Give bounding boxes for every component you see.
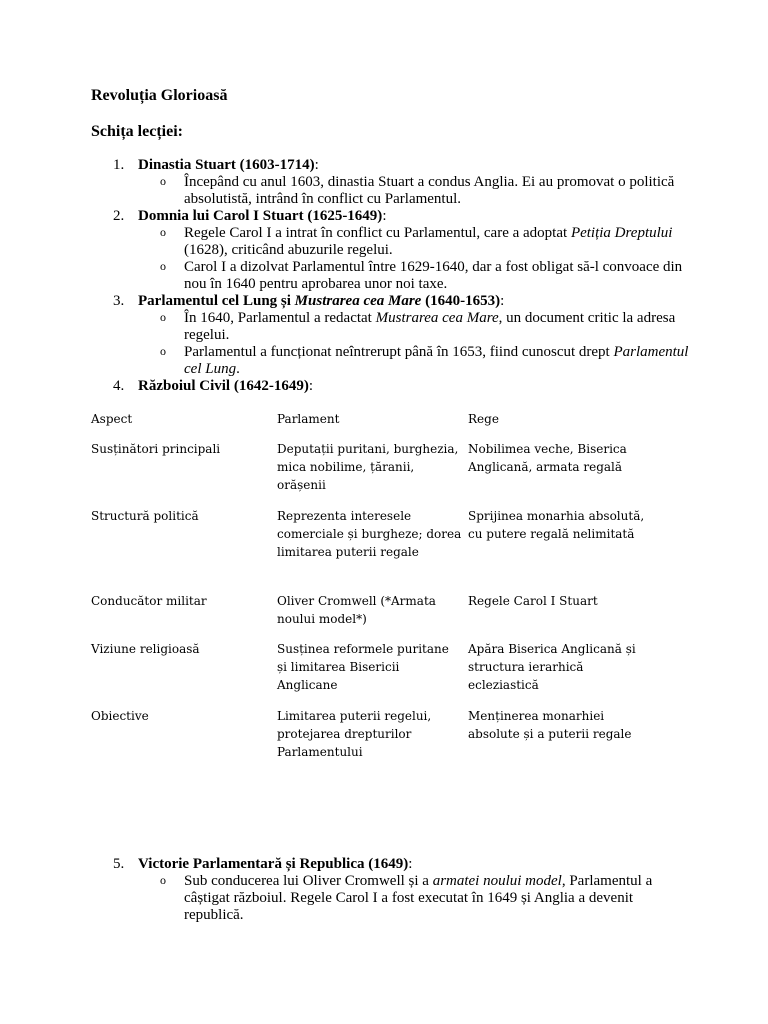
table-cell-parlament: Reprezenta interesele comerciale și burgheze; dorea limitarea puterii regale [277, 509, 462, 559]
outline-heading: Victorie Parlamentară și Republica (1649) [138, 856, 409, 872]
bullet-icon: o [160, 310, 166, 324]
lesson-outline [91, 157, 691, 395]
comparison-table [91, 410, 651, 767]
outline-bullet: o Regele Carol I a intrat în conflict cu Parlamentul, care a adoptat Petiția Dreptului (1628), criticând abuzurile regelui. [160, 225, 673, 258]
table-cell-aspect: Conducător militar [91, 594, 207, 608]
table-cell-rege: Nobilimea veche, Biserica Anglicană, armata regală [468, 442, 627, 474]
table-cell-aspect: Viziune religioasă [91, 642, 200, 656]
outline-number: 1. [113, 157, 125, 173]
outline-bullet: o Începând cu anul 1603, dinastia Stuart a condus Anglia. Ei au promovat o politică absolutistă, intrând în conflict cu Parlamentul. [160, 174, 675, 207]
table-cell-parlament: Oliver Cromwell (*Armata noului model*) [277, 594, 436, 626]
table-cell-rege: Apăra Biserica Anglicană și structura ierarhică ecleziastică [468, 642, 636, 692]
outline-heading: Dinastia Stuart (1603-1714) [138, 157, 315, 173]
document-title: Revoluția Glorioasă [91, 87, 228, 104]
outline-bullet: o În 1640, Parlamentul a redactat Mustrarea cea Mare, un document critic la adresa regelui. [160, 310, 676, 343]
table-row [91, 640, 651, 707]
outline-item-4: 4. Războiul Civil (1642-1649): [113, 378, 314, 394]
table-row [91, 707, 651, 767]
lesson-outline-heading: Schița lecției: [91, 123, 183, 140]
bullet-icon: o [160, 174, 166, 188]
table-row [91, 592, 651, 640]
outline-heading: Războiul Civil (1642-1649) [138, 378, 309, 394]
table-cell-parlament: Limitarea puterii regelui, protejarea drepturilor Parlamentului [277, 709, 432, 759]
outline-bullet: o Sub conducerea lui Oliver Cromwell și a armatei noului model, Parlamentul a câștigat războiul. Regele Carol I a fost executat în 1649 și Anglia a devenit republică. [160, 873, 653, 923]
table-row [91, 440, 651, 507]
bullet-icon: o [160, 225, 166, 239]
outline-number: 2. [113, 208, 125, 224]
outline-item-2: 2. Domnia lui Carol I Stuart (1625-1649): [113, 208, 387, 224]
outline-heading: Domnia lui Carol I Stuart (1625-1649) [138, 208, 383, 224]
table-row [91, 507, 651, 592]
bullet-icon: o [160, 873, 166, 887]
table-cell-rege: Menținerea monarhiei absolute și a puterii regale [468, 709, 632, 741]
column-header: Parlament [277, 412, 340, 426]
outline-item-3: 3. Parlamentul cel Lung și Mustrarea cea Mare (1640-1653): [113, 293, 505, 309]
table-cell-parlament: Deputații puritani, burghezia, mica nobilime, țăranii, orășenii [277, 442, 459, 492]
table-cell-aspect: Structură politică [91, 509, 199, 523]
outline-number: 3. [113, 293, 125, 309]
table-cell-aspect: Obiective [91, 709, 149, 723]
outline-heading: Parlamentul cel Lung și Mustrarea cea Mare (1640-1653) [138, 293, 501, 309]
table-header-row [91, 410, 651, 440]
table-cell-rege: Regele Carol I Stuart [468, 594, 598, 608]
bullet-icon: o [160, 259, 166, 273]
lesson-outline-continued [91, 856, 691, 924]
outline-bullet: o Carol I a dizolvat Parlamentul între 1629-1640, dar a fost obligat să-l convoace din nou în 1640 pentru aprobarea unor noi taxe. [160, 259, 683, 292]
outline-item-1: 1. Dinastia Stuart (1603-1714): [113, 157, 319, 173]
table-cell-rege: Sprijinea monarhia absolută, cu putere regală nelimitată [468, 509, 645, 541]
table-cell-parlament: Susținea reformele puritane și limitarea Bisericii Anglicane [277, 642, 449, 692]
table-cell-aspect: Susținători principali [91, 442, 221, 456]
outline-number: 4. [113, 378, 125, 394]
column-header: Rege [468, 412, 499, 426]
outline-number: 5. [113, 856, 125, 872]
bullet-icon: o [160, 344, 166, 358]
outline-item-5: 5. Victorie Parlamentară și Republica (1649): [113, 856, 413, 872]
outline-bullet: o Parlamentul a funcționat neîntrerupt până în 1653, fiind cunoscut drept Parlamentul cel Lung. [160, 344, 689, 377]
column-header: Aspect [91, 412, 133, 426]
